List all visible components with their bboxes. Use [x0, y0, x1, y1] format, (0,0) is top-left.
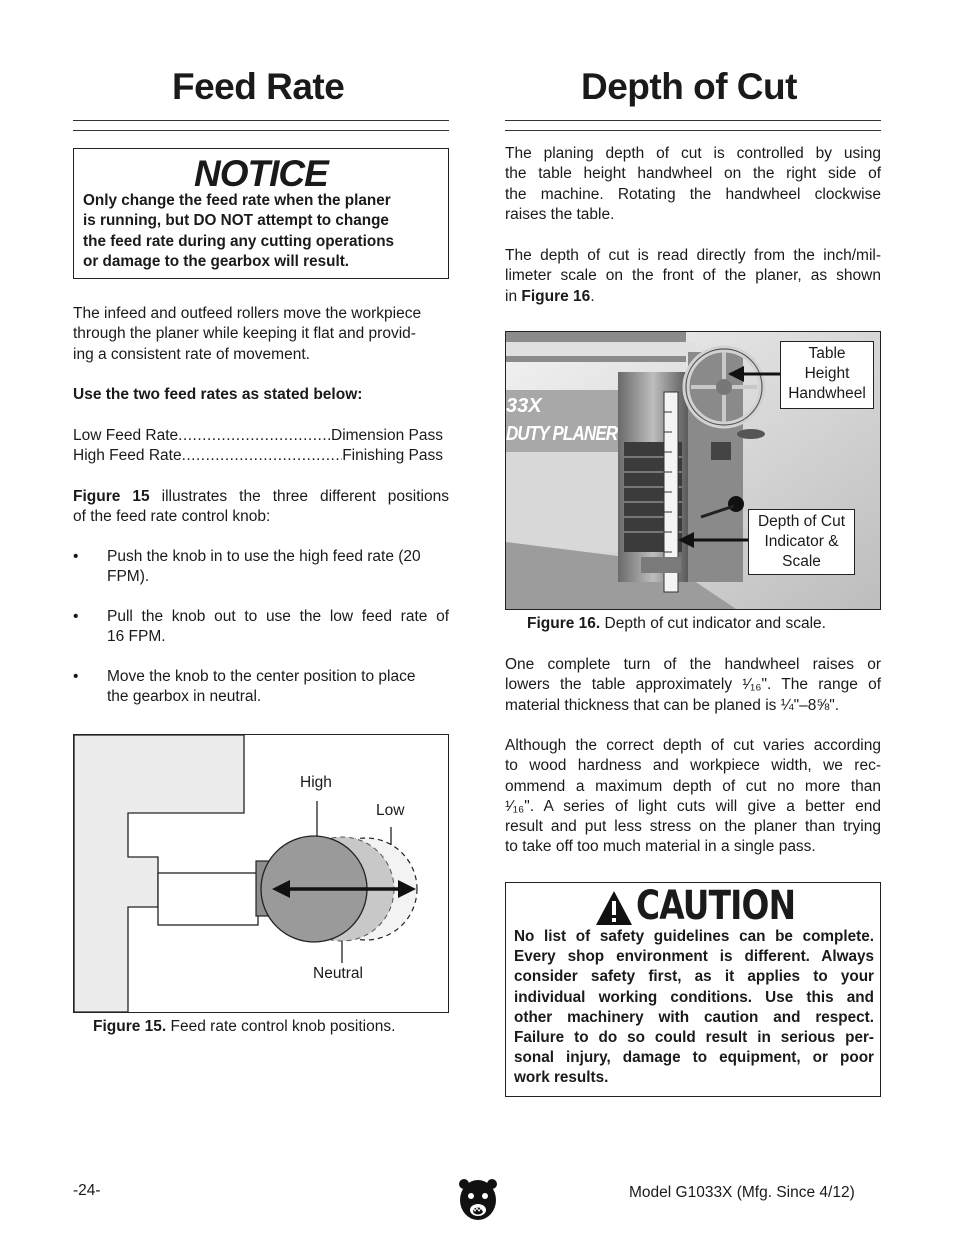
- lock-knob: [728, 496, 744, 512]
- notice-line: the feed rate during any cutting operations: [83, 232, 395, 250]
- knob-diagram: [74, 735, 448, 1012]
- label-line: Table: [808, 345, 846, 362]
- paragraph-line: ommend a maximum depth of cut no more than: [505, 777, 881, 795]
- upper-roller: [506, 342, 696, 356]
- bullet-marker: •: [73, 548, 79, 565]
- bullet-line: FPM).: [107, 568, 150, 586]
- indicator-bracket: [641, 557, 681, 573]
- label-depth-of-cut-scale: [748, 509, 855, 575]
- paragraph-line: limeter scale on the front of the planer, as shown: [505, 267, 881, 285]
- model-footer: Model G1033X (Mfg. Since 4/12): [629, 1184, 855, 1201]
- notice-line: Only change the feed rate when the planer: [83, 192, 391, 209]
- feed-rates-list: [73, 426, 443, 467]
- paragraph-line: to take off too much material in a single pass.: [505, 838, 816, 856]
- heading-rule: [73, 120, 449, 121]
- feed-rate-name: High Feed Rate: [73, 447, 182, 465]
- caution-line: sonal injury, damage to equipment, or poor: [514, 1049, 874, 1067]
- heading-rule: [505, 120, 881, 121]
- paragraph-line: ing a consistent rate of movement.: [73, 345, 310, 363]
- paragraph-line: the machine. Rotating the handwheel clockwise: [505, 185, 881, 203]
- warning-triangle-icon: [594, 889, 634, 927]
- paragraph-line: raises the table.: [505, 205, 615, 223]
- bullet-marker: •: [73, 668, 79, 685]
- paragraph-line: material thickness that can be planed is ¼"–8⅝".: [505, 696, 840, 714]
- photo-banner-text: DUTY PLANER: [506, 423, 618, 445]
- figure15-caption: [93, 1018, 395, 1036]
- notice-line: is running, but DO NOT attempt to change: [83, 212, 389, 230]
- feed-rates-subheading: Use the two feed rates as stated below:: [73, 386, 363, 403]
- paragraph-line: through the planer while keeping it flat and provid-: [73, 325, 416, 343]
- label-table-height-handwheel: [780, 341, 874, 409]
- feed-rate-row: [73, 426, 443, 446]
- feed-rate-name: Low Feed Rate: [73, 427, 179, 444]
- paragraph-line: [73, 487, 449, 507]
- label-line: Depth of Cut: [757, 513, 846, 530]
- page-number: -24-: [73, 1182, 101, 1199]
- paragraph-line: ¹⁄₁₆". A series of light cuts will give a better end: [505, 797, 881, 815]
- feed-rate-value: Dimension Pass: [331, 427, 443, 444]
- paragraph-line: [505, 287, 881, 307]
- label-line: Height: [804, 365, 850, 382]
- bullet-line: Push the knob in to use the high feed rate (20: [107, 548, 421, 565]
- feed-rate-row: [73, 446, 443, 466]
- heading-rule: [505, 130, 881, 131]
- figure15-illustration: [73, 734, 449, 1013]
- label-line: Handwheel: [788, 385, 866, 402]
- knob-bullet-list: [73, 547, 449, 727]
- label-line: Scale: [782, 553, 821, 570]
- handwheel-handle: [737, 429, 765, 439]
- table-body: [506, 452, 631, 552]
- caution-line: individual working conditions. Use this and: [514, 988, 874, 1006]
- depth-paragraph-1: [505, 144, 881, 225]
- caution-line: consider safety first, as it applies to your: [514, 968, 874, 986]
- caution-text: [514, 927, 874, 1089]
- paragraph-text: illustrates the three different positions: [161, 488, 449, 505]
- bullet-line: the gearbox in neutral.: [107, 688, 262, 706]
- feed-rate-heading: Feed Rate: [172, 66, 345, 107]
- heading-rule: [73, 130, 449, 131]
- paragraph-text: in: [505, 287, 518, 305]
- caution-box: [505, 882, 881, 1097]
- notice-title: NOTICE: [194, 153, 328, 194]
- figure16-caption: [527, 615, 826, 633]
- figure15-intro-paragraph: [73, 487, 449, 528]
- caution-line: Failure to do so could result in serious per-: [514, 1029, 874, 1047]
- caution-line: work results.: [514, 1069, 609, 1087]
- photo-model-text: 33X: [506, 395, 542, 417]
- notice-box: [73, 148, 449, 279]
- bullet-marker: •: [73, 608, 79, 625]
- bullet-item: [73, 667, 449, 727]
- feed-intro-paragraph: [73, 304, 453, 365]
- figure-reference: Figure 16: [521, 287, 591, 305]
- leader-dots: [182, 446, 343, 466]
- caution-line: No list of safety guidelines can be complete.: [514, 928, 874, 945]
- paragraph-text: .: [590, 287, 595, 305]
- figure16-photo: [505, 331, 881, 610]
- depth-paragraph-2: [505, 246, 881, 307]
- feed-rate-value: Finishing Pass: [342, 447, 443, 465]
- paragraph-line: The depth of cut is read directly from the inch/mil-: [505, 247, 881, 264]
- paragraph-line: result and put less stress on the planer than trying: [505, 818, 881, 836]
- label-high: High: [300, 774, 332, 791]
- handwheel-hub: [716, 379, 732, 395]
- caption-text: Feed rate control knob positions.: [170, 1018, 396, 1035]
- paragraph-line: Although the correct depth of cut varies according: [505, 737, 881, 754]
- notice-line: or damage to the gearbox will result.: [83, 252, 350, 270]
- paragraph-line: lowers the table approximately ¹⁄₁₆". The range of: [505, 676, 881, 694]
- paragraph-line: the table height handwheel on the right side of: [505, 165, 881, 183]
- label-line: Indicator &: [764, 533, 839, 550]
- leader-dots: [178, 426, 331, 446]
- paragraph-line: The planing depth of cut is controlled by using: [505, 145, 881, 162]
- bullet-item: [73, 607, 449, 667]
- caution-line: other machinery with caution and respect.: [514, 1008, 874, 1026]
- paragraph-line: to wood hardness and workpiece width, we rec-: [505, 757, 881, 775]
- paragraph-line: of the feed rate control knob:: [73, 508, 271, 526]
- caption-text: Depth of cut indicator and scale.: [604, 615, 826, 632]
- knob-shaft: [158, 873, 258, 925]
- caution-line: Every shop environment is different. Always: [514, 948, 874, 966]
- depth-of-cut-heading: Depth of Cut: [581, 66, 797, 107]
- depth-paragraph-4: [505, 736, 881, 858]
- depth-paragraph-3: [505, 655, 881, 716]
- bullet-item: [73, 547, 449, 607]
- figure-reference: Figure 15: [73, 488, 150, 505]
- label-low: Low: [376, 802, 405, 819]
- bullet-line: Move the knob to the center position to place: [107, 668, 416, 685]
- caption-ref: Figure 16.: [527, 615, 601, 632]
- motor-label: [711, 442, 731, 460]
- paragraph-line: The infeed and outfeed rollers move the workpiece: [73, 305, 422, 322]
- paragraph-line: One complete turn of the handwheel raises or: [505, 656, 881, 673]
- notice-text: [83, 191, 443, 272]
- caption-ref: Figure 15.: [93, 1018, 167, 1035]
- grizzly-bear-logo-icon: [458, 1176, 498, 1224]
- label-neutral: Neutral: [313, 965, 363, 982]
- bullet-line: Pull the knob out to use the low feed rate of: [107, 608, 449, 625]
- bullet-line: 16 FPM.: [107, 628, 166, 646]
- caution-title: CAUTION: [636, 883, 796, 929]
